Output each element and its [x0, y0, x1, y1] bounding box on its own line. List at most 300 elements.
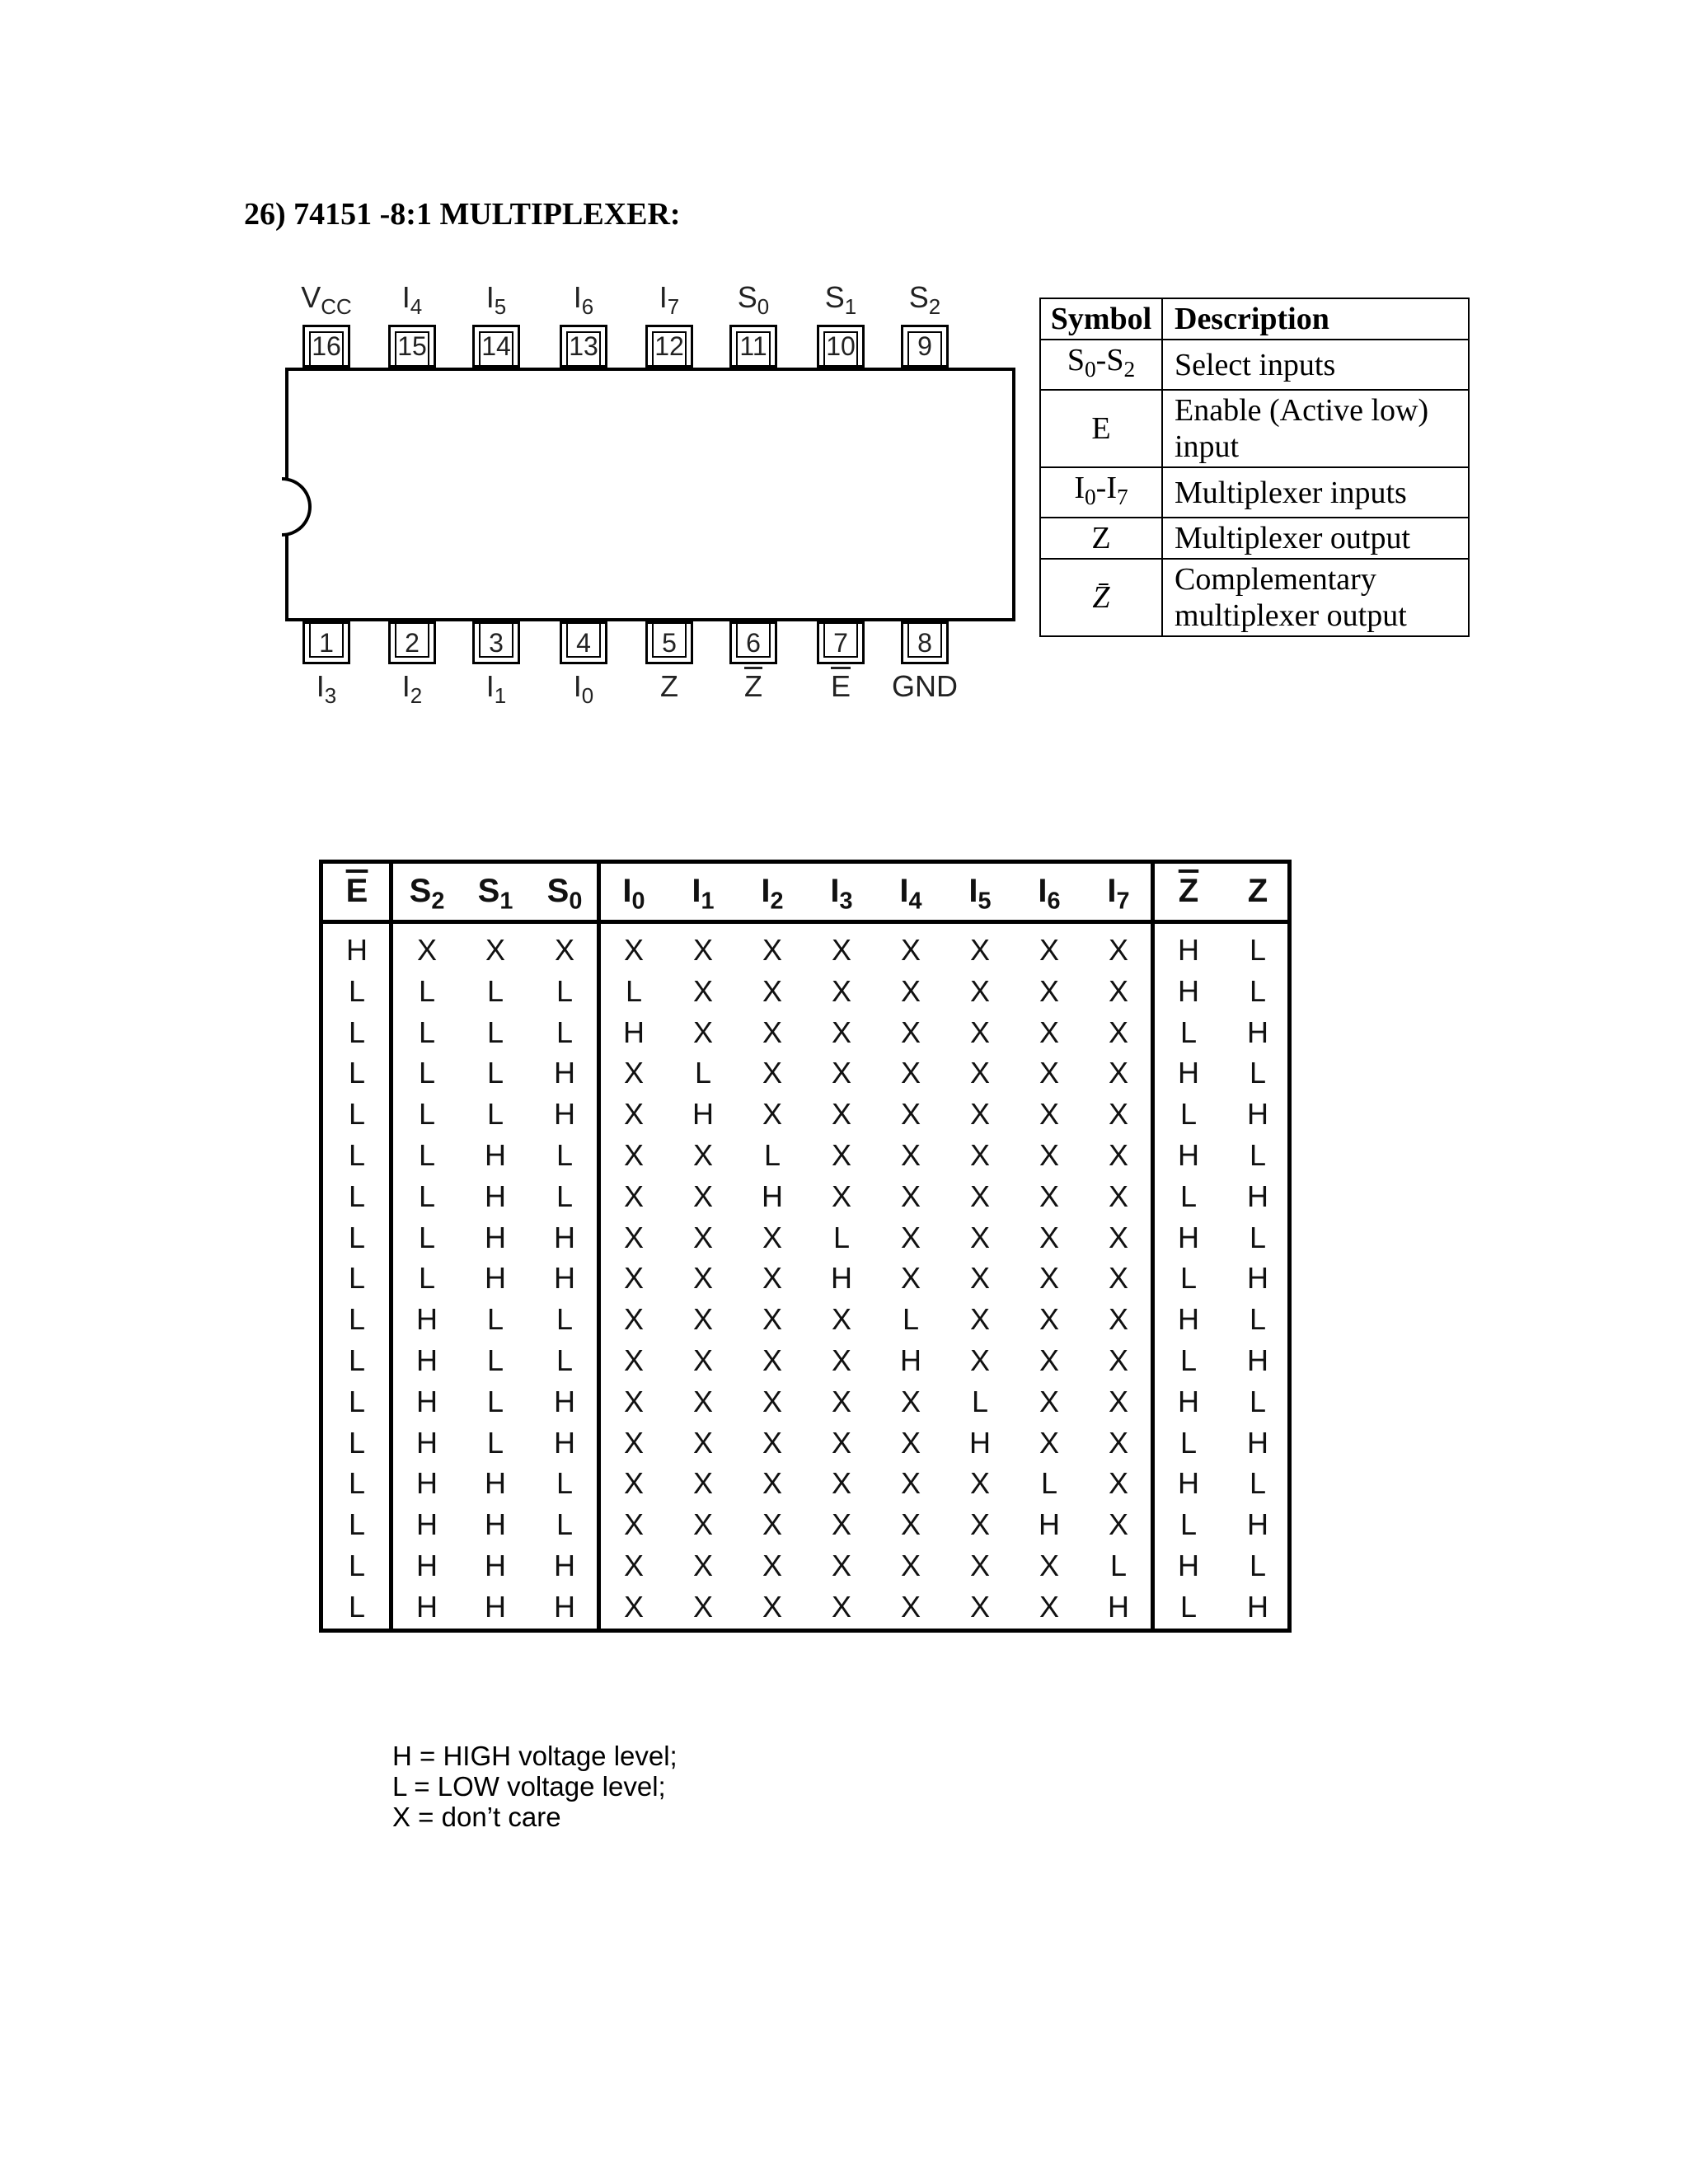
truth-cell: X [692, 973, 713, 1008]
symbol-cell [1040, 340, 1162, 390]
pin-label-3 [459, 669, 533, 709]
truth-cell: X [969, 1549, 990, 1582]
truth-cell: H [416, 1466, 438, 1501]
truth-cell: X [900, 1507, 921, 1542]
truth-cell: X [969, 1261, 990, 1296]
truth-cell: X [900, 973, 921, 1008]
truth-cell: H [969, 1425, 991, 1460]
truth-cell: X [692, 1549, 713, 1582]
truth-cell: L [418, 1220, 436, 1254]
truth-cell: L [1249, 1466, 1267, 1501]
truth-cell: X [623, 1466, 644, 1501]
truth-cell: X [969, 1097, 990, 1132]
truth-cell: H [485, 1220, 506, 1254]
truth-cell: X [762, 1384, 782, 1418]
truth-cell: H [1247, 1261, 1268, 1296]
truth-cell: X [831, 1384, 851, 1418]
truth-cell: X [692, 1343, 713, 1377]
truth-cell: X [831, 933, 851, 967]
truth-cell: H [1178, 1138, 1199, 1172]
pin-label-12 [632, 280, 706, 320]
truth-cell: X [900, 1097, 921, 1132]
truth-cell: X [969, 1466, 990, 1501]
truth-cell: X [623, 1097, 644, 1132]
truth-cell: X [416, 933, 437, 967]
pin-label-1 [289, 669, 363, 709]
truth-table [319, 860, 1292, 1633]
pin-2 [388, 621, 436, 664]
truth-cell: X [831, 1302, 851, 1337]
truth-header-subscript: 0 [631, 888, 645, 915]
truth-cell: X [692, 1015, 713, 1049]
symbol-row [1040, 518, 1469, 559]
truth-cell: L [348, 1466, 366, 1501]
truth-cell: L [1179, 1507, 1198, 1542]
truth-cell: L [486, 1302, 504, 1337]
truth-cell: H [416, 1589, 438, 1624]
pin-label-subscript: CC [321, 295, 352, 319]
truth-cell: H [1247, 1179, 1268, 1213]
truth-cell: L [832, 1220, 851, 1254]
truth-cell: L [902, 1302, 920, 1337]
symbol-subscript: 7 [1116, 485, 1128, 510]
truth-header-cell [947, 865, 1013, 916]
symbol-text: Z̄ [1092, 580, 1110, 616]
truth-cell: L [486, 973, 504, 1008]
truth-header-subscript: 6 [1047, 888, 1061, 915]
truth-cell: X [692, 1466, 713, 1501]
pin-number: 4 [576, 627, 591, 658]
truth-header-subscript: 1 [701, 888, 715, 915]
symbol-cell [1040, 467, 1162, 518]
truth-cell: X [1039, 1056, 1059, 1090]
truth-cell: L [556, 1138, 574, 1172]
truth-cell: X [692, 1425, 713, 1460]
truth-cell: X [762, 1507, 782, 1542]
truth-cell: L [556, 1466, 574, 1501]
truth-cell: X [969, 1302, 990, 1337]
truth-cell: X [1108, 933, 1128, 967]
truth-cell: X [692, 1302, 713, 1337]
pin-label-subscript: 2 [410, 684, 423, 708]
truth-cell: X [762, 1343, 782, 1377]
truth-cell: H [1178, 1549, 1199, 1582]
truth-cell: H [1247, 1589, 1268, 1624]
symbol-row [1040, 467, 1469, 518]
truth-cell: L [625, 973, 643, 1008]
symbol-header: Symbol [1040, 298, 1162, 340]
pin-label-2 [375, 669, 449, 709]
truth-cell: H [1178, 1384, 1199, 1418]
truth-cell: X [831, 1425, 851, 1460]
truth-header-cell [1156, 865, 1221, 916]
pin-label-subscript: 4 [410, 295, 423, 319]
truth-cell: H [831, 1261, 852, 1296]
truth-cell: X [762, 1549, 782, 1582]
truth-cell: H [416, 1343, 438, 1377]
pin-label-14 [459, 280, 533, 320]
truth-cell: X [623, 933, 644, 967]
truth-cell: L [1249, 1220, 1267, 1254]
truth-cell: L [556, 1179, 574, 1213]
truth-cell: X [1108, 1056, 1128, 1090]
truth-header-subscript: 7 [1116, 888, 1130, 915]
truth-cell: H [485, 1466, 506, 1501]
truth-cell: X [969, 933, 990, 967]
truth-cell: X [623, 1220, 644, 1254]
truth-header-cell [1225, 865, 1291, 916]
truth-header-subscript: 1 [499, 888, 513, 915]
truth-cell: L [1249, 1549, 1267, 1582]
legend-line: X = don’t care [392, 1802, 561, 1832]
truth-cell: H [485, 1179, 506, 1213]
truth-cell: X [969, 1343, 990, 1377]
pin-3 [472, 621, 520, 664]
truth-cell: X [762, 1302, 782, 1337]
truth-cell: X [831, 1015, 851, 1049]
truth-header-cell [394, 865, 460, 916]
truth-header-cell [462, 865, 528, 916]
symbol-row [1040, 559, 1469, 636]
truth-header-text: S [409, 873, 432, 909]
truth-cell: X [623, 1549, 644, 1582]
truth-cell: H [623, 1015, 645, 1049]
truth-cell: L [556, 1507, 574, 1542]
truth-cell: X [1108, 1138, 1128, 1172]
truth-cell: X [623, 1507, 644, 1542]
truth-cell: L [418, 1056, 436, 1090]
truth-cell: L [971, 1384, 989, 1418]
pin-label-text: S [824, 280, 845, 314]
truth-cell: L [348, 1425, 366, 1460]
symbol-text: Z [1091, 521, 1111, 556]
truth-cell: X [1108, 1384, 1128, 1418]
truth-cell: L [348, 1056, 366, 1090]
truth-cell: H [1178, 1466, 1199, 1501]
pin-number: 5 [662, 627, 677, 658]
symbol-description-table [1039, 298, 1470, 637]
pin-label-15 [375, 280, 449, 320]
pin-label-text: Z [660, 669, 678, 703]
truth-cell: L [694, 1056, 712, 1090]
pin-label-text: I [659, 280, 668, 314]
truth-cell: X [969, 1015, 990, 1049]
truth-cell: L [1179, 1261, 1198, 1296]
truth-cell: H [1247, 1015, 1268, 1049]
pin-11 [729, 325, 777, 368]
description-cell: Complementary multiplexer output [1162, 559, 1469, 636]
pin-13 [560, 325, 607, 368]
truth-cell: X [692, 1384, 713, 1418]
pin-label-text: S [908, 280, 929, 314]
symbol-subscript: 0 [1084, 357, 1096, 382]
truth-cell: X [692, 933, 713, 967]
pin-label-text: I [485, 280, 495, 314]
truth-cell: L [1179, 1589, 1198, 1624]
truth-header-text: I [1107, 873, 1117, 909]
pin-label-9 [888, 280, 962, 320]
description-header: Description [1162, 298, 1469, 340]
truth-cell: H [1247, 1425, 1268, 1460]
truth-header-text: I [968, 873, 978, 909]
description-cell: Select inputs [1162, 340, 1469, 390]
truth-cell: X [485, 933, 505, 967]
truth-header-cell [809, 865, 874, 916]
truth-cell: X [1108, 1425, 1128, 1460]
truth-cell: L [486, 1425, 504, 1460]
pin-9 [901, 325, 949, 368]
pin-label-16 [289, 280, 363, 320]
pin-number: 11 [739, 330, 767, 361]
truth-cell: L [486, 1343, 504, 1377]
truth-cell: X [692, 1261, 713, 1296]
truth-cell: H [1247, 1507, 1268, 1542]
pin-number: 16 [312, 330, 341, 361]
pin-label-text: I [573, 280, 582, 314]
truth-cell: H [416, 1507, 438, 1542]
truth-cell: H [762, 1179, 783, 1213]
truth-header-text: I [1038, 873, 1048, 909]
truth-cell: L [1179, 1179, 1198, 1213]
pin-number: 12 [654, 330, 684, 361]
truth-cell: X [969, 1056, 990, 1090]
truth-header-cell [878, 865, 944, 916]
truth-cell: L [348, 1097, 366, 1132]
pin-1 [302, 621, 350, 664]
truth-cell: H [554, 1097, 575, 1132]
truth-cell: L [348, 1220, 366, 1254]
chip-pinout-diagram [280, 272, 1027, 733]
truth-cell: X [831, 1179, 851, 1213]
truth-cell: X [900, 1056, 921, 1090]
pin-label-text: I [485, 669, 495, 703]
truth-cell: H [1178, 1302, 1199, 1337]
truth-cell: L [418, 1261, 436, 1296]
truth-cell: L [348, 1384, 366, 1418]
truth-header-subscript: 2 [770, 888, 784, 915]
truth-header-cell [1016, 865, 1082, 916]
truth-header-cell [532, 865, 598, 916]
truth-cell: H [1247, 1097, 1268, 1132]
truth-cell: L [348, 1589, 366, 1624]
truth-cell: L [418, 973, 436, 1008]
truth-cell: H [485, 1589, 506, 1624]
truth-cell: L [348, 1343, 366, 1377]
truth-cell: X [969, 1507, 990, 1542]
pin-label-text: I [401, 669, 410, 703]
truth-cell: X [831, 1549, 851, 1582]
truth-cell: L [486, 1056, 504, 1090]
truth-cell: H [485, 1549, 506, 1582]
truth-cell: X [1039, 973, 1059, 1008]
chip-body [285, 368, 1015, 621]
truth-cell: X [900, 1589, 921, 1624]
truth-cell: H [1178, 973, 1199, 1008]
page-heading: 26) 74151 -8:1 MULTIPLEXER: [244, 197, 681, 232]
truth-header-cell [670, 865, 736, 916]
symbol-subscript: 0 [1084, 485, 1096, 510]
truth-cell: H [554, 1589, 575, 1624]
pin-label-8 [888, 669, 962, 704]
pin-label-10 [804, 280, 878, 320]
truth-cell: X [969, 1138, 990, 1172]
pin-number: 7 [833, 627, 848, 658]
truth-cell: X [1039, 1138, 1059, 1172]
pin-label-text: GND [892, 669, 958, 703]
truth-header-cell [1085, 865, 1151, 916]
truth-cell: X [1039, 1302, 1059, 1337]
pin-number: 3 [489, 627, 504, 658]
truth-header-text: $\overline{Z}$ [1178, 873, 1199, 909]
truth-cell: L [486, 1384, 504, 1418]
truth-cell: X [1108, 1466, 1128, 1501]
truth-cell: X [623, 1138, 644, 1172]
pin-label-text: S [737, 280, 757, 314]
truth-cell: H [900, 1343, 921, 1377]
symbol-text: S [1067, 343, 1085, 377]
truth-cell: H [1178, 933, 1199, 967]
truth-cell: X [762, 1220, 782, 1254]
truth-header-subscript: 4 [908, 888, 922, 915]
pin-label-13 [546, 280, 621, 320]
truth-header-subscript: 0 [569, 888, 583, 915]
truth-cell: X [1039, 1261, 1059, 1296]
truth-cell: X [762, 1056, 782, 1090]
truth-cell: L [1249, 1302, 1267, 1337]
truth-cell: X [1108, 1261, 1128, 1296]
truth-cell: X [831, 1466, 851, 1501]
truth-header-subscript: 5 [978, 888, 992, 915]
truth-cell: X [623, 1425, 644, 1460]
pin-number: 6 [746, 627, 761, 658]
pin-8 [901, 621, 949, 664]
pin-4 [560, 621, 607, 664]
truth-cell: X [1039, 1425, 1059, 1460]
truth-cell: X [1039, 1343, 1059, 1377]
truth-cell: H [1247, 1343, 1268, 1377]
symbol-separator: -I [1095, 471, 1117, 506]
truth-cell: H [346, 933, 368, 967]
pin-label-subscript: 3 [324, 684, 337, 708]
truth-cell: X [900, 1466, 921, 1501]
truth-header-text: I [899, 873, 909, 909]
pin-label-text: $\overline{Z}$ [744, 669, 762, 703]
truth-cell: X [900, 1384, 921, 1418]
truth-cell: X [762, 1589, 782, 1624]
symbol-cell [1040, 390, 1162, 467]
truth-cell: X [623, 1384, 644, 1418]
truth-header-text: I [830, 873, 840, 909]
truth-cell: L [418, 1138, 436, 1172]
description-cell: Multiplexer inputs [1162, 467, 1469, 518]
truth-cell: X [900, 1425, 921, 1460]
truth-cell: H [1178, 1056, 1199, 1090]
pin-7 [817, 621, 865, 664]
pin-number: 2 [405, 627, 420, 658]
pin-label-subscript: 0 [581, 684, 594, 708]
pin-number: 8 [917, 627, 932, 658]
truth-cell: L [418, 1015, 436, 1049]
truth-cell: L [1109, 1549, 1128, 1582]
pin-label-text: $\overline{E}$ [830, 669, 851, 703]
truth-cell: X [1039, 1384, 1059, 1418]
truth-cell: X [623, 1302, 644, 1337]
truth-cell: X [1108, 1097, 1128, 1132]
truth-cell: L [348, 1261, 366, 1296]
truth-cell: X [762, 1425, 782, 1460]
truth-cell: H [1178, 1220, 1199, 1254]
truth-cell: X [900, 1015, 921, 1049]
pin-16 [302, 325, 350, 368]
truth-cell: X [831, 1056, 851, 1090]
truth-cell: X [1039, 1589, 1059, 1624]
truth-header-text: I [692, 873, 701, 909]
pin-number: 15 [397, 330, 427, 361]
truth-cell: X [900, 1261, 921, 1296]
description-cell: Multiplexer output [1162, 518, 1469, 559]
pin-12 [645, 325, 693, 368]
truth-cell: X [969, 1589, 990, 1624]
truth-cell: X [1108, 1507, 1128, 1542]
truth-cell: L [1179, 1015, 1198, 1049]
truth-table-header-divider [323, 920, 1287, 924]
truth-cell: L [1179, 1097, 1198, 1132]
truth-cell: H [1039, 1507, 1060, 1542]
truth-cell: L [556, 973, 574, 1008]
truth-cell: X [831, 973, 851, 1008]
symbol-row [1040, 340, 1469, 390]
symbol-row [1040, 390, 1469, 467]
pin-number: 9 [917, 330, 932, 361]
truth-cell: L [486, 1015, 504, 1049]
truth-cell: X [554, 933, 574, 967]
pin-label-4 [546, 669, 621, 709]
description-cell: Enable (Active low) input [1162, 390, 1469, 467]
truth-cell: L [1249, 1384, 1267, 1418]
pin-label-7 [804, 669, 878, 704]
pin-label-subscript: 2 [928, 295, 941, 319]
truth-cell: X [831, 1343, 851, 1377]
truth-cell: X [623, 1589, 644, 1624]
pin-label-6 [716, 669, 790, 704]
pin-10 [817, 325, 865, 368]
truth-cell: X [692, 1179, 713, 1213]
symbol-text: E [1091, 411, 1111, 447]
truth-cell: X [831, 1097, 851, 1132]
truth-cell: L [418, 1097, 436, 1132]
truth-cell: H [485, 1261, 506, 1296]
truth-cell: X [762, 1466, 782, 1501]
pin-label-subscript: 5 [494, 295, 507, 319]
truth-header-subscript: 3 [839, 888, 853, 915]
pin-6 [729, 621, 777, 664]
truth-cell: L [348, 1179, 366, 1213]
truth-cell: L [486, 1097, 504, 1132]
legend-line: H = HIGH voltage level; [392, 1741, 678, 1771]
truth-cell: L [1179, 1343, 1198, 1377]
pin-15 [388, 325, 436, 368]
truth-cell: H [554, 1384, 575, 1418]
truth-cell: X [1039, 1097, 1059, 1132]
truth-cell: X [1039, 1220, 1059, 1254]
truth-cell: L [348, 973, 366, 1008]
truth-cell: L [348, 1507, 366, 1542]
truth-cell: X [831, 1138, 851, 1172]
truth-cell: X [1039, 1549, 1059, 1582]
truth-cell: L [556, 1015, 574, 1049]
truth-cell: X [900, 933, 921, 967]
symbol-separator: -S [1095, 343, 1124, 377]
